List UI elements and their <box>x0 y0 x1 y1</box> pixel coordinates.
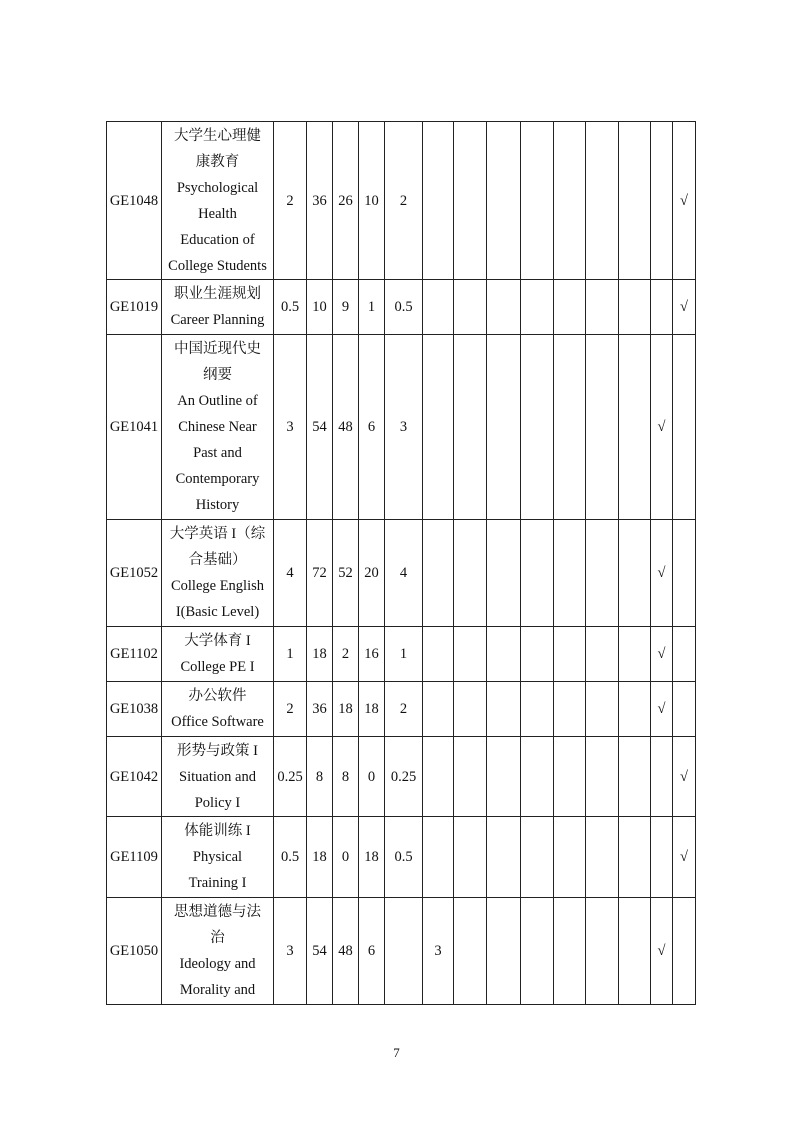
course-s1: 0.5 <box>385 817 423 898</box>
semester-cell <box>586 682 619 737</box>
semester-cell <box>487 520 521 627</box>
course-name <box>162 627 274 682</box>
course-name-line: 纲要 <box>203 367 232 383</box>
course-s2: 3 <box>423 898 454 1005</box>
course-code: GE1038 <box>107 682 162 737</box>
course-total: 36 <box>307 122 333 280</box>
course-name <box>162 817 274 898</box>
course-practice: 18 <box>359 817 385 898</box>
semester-cell <box>554 122 586 280</box>
course-name-line: I(Basic Level) <box>175 604 260 620</box>
semester-cell <box>521 817 554 898</box>
course-name <box>162 737 274 817</box>
semester-cell <box>619 520 651 627</box>
semester-cell <box>454 737 487 817</box>
course-s1: 2 <box>385 682 423 737</box>
course-name-line: 形势与政策 I <box>177 742 258 759</box>
course-table <box>106 121 696 1005</box>
course-name <box>162 520 274 627</box>
course-name-line: 思想道德与法 <box>174 904 261 920</box>
course-practice: 10 <box>359 122 385 280</box>
semester-cell <box>521 898 554 1005</box>
page-number: 7 <box>393 1045 400 1060</box>
check-mark-assessment: √ <box>673 737 696 817</box>
check-mark-assessment <box>673 682 696 737</box>
course-name-line: Education of <box>180 231 255 248</box>
course-total: 36 <box>307 682 333 737</box>
course-row <box>107 280 696 335</box>
course-name-line: 职业生涯规划 <box>174 286 261 302</box>
semester-cell <box>521 280 554 335</box>
course-name-line: Policy I <box>194 794 241 811</box>
check-mark-assessment <box>673 627 696 682</box>
course-s2 <box>423 520 454 627</box>
semester-cell <box>521 122 554 280</box>
course-name-line: Physical <box>192 849 243 865</box>
semester-cell <box>554 898 586 1005</box>
course-practice: 0 <box>359 737 385 817</box>
course-name-line: An Outline of <box>177 393 258 409</box>
semester-cell <box>619 682 651 737</box>
semester-cell <box>454 122 487 280</box>
course-s2 <box>423 682 454 737</box>
course-credit: 0.5 <box>274 817 307 898</box>
semester-cell <box>619 737 651 817</box>
semester-cell <box>454 280 487 335</box>
course-practice: 20 <box>359 520 385 627</box>
semester-cell <box>487 280 521 335</box>
semester-cell <box>554 627 586 682</box>
course-name-line: 大学英语 I（综 <box>169 526 266 542</box>
course-s1: 0.25 <box>385 737 423 817</box>
semester-cell <box>554 280 586 335</box>
course-name-line: College English <box>170 578 265 594</box>
course-name-line: History <box>195 497 240 513</box>
course-s2 <box>423 122 454 280</box>
course-name <box>162 335 274 520</box>
course-credit: 1 <box>274 627 307 682</box>
course-lecture: 0 <box>333 817 359 898</box>
semester-cell <box>619 122 651 280</box>
course-row <box>107 627 696 682</box>
course-total: 18 <box>307 817 333 898</box>
course-credit: 4 <box>274 520 307 627</box>
course-name-line: Past and <box>193 445 242 461</box>
course-name-line: 中国近现代史 <box>174 341 261 357</box>
course-name-line: Psychological <box>176 179 259 196</box>
course-s1: 4 <box>385 520 423 627</box>
course-s2 <box>423 817 454 898</box>
course-total: 54 <box>307 335 333 520</box>
semester-cell <box>586 898 619 1005</box>
course-name-line: Health <box>198 205 237 222</box>
check-mark-required <box>651 280 673 335</box>
course-code: GE1042 <box>107 737 162 817</box>
check-mark-required: √ <box>651 520 673 627</box>
course-total: 72 <box>307 520 333 627</box>
course-lecture: 2 <box>333 627 359 682</box>
check-mark-assessment: √ <box>673 280 696 335</box>
course-code: GE1050 <box>107 898 162 1005</box>
course-name-line: Training I <box>188 875 247 891</box>
course-row <box>107 520 696 627</box>
semester-cell <box>586 737 619 817</box>
course-name <box>162 898 274 1005</box>
semester-cell <box>521 335 554 520</box>
course-lecture: 52 <box>333 520 359 627</box>
semester-cell <box>554 335 586 520</box>
semester-cell <box>521 737 554 817</box>
course-row <box>107 817 696 898</box>
course-code: GE1052 <box>107 520 162 627</box>
course-practice: 6 <box>359 335 385 520</box>
course-code: GE1019 <box>107 280 162 335</box>
semester-cell <box>586 280 619 335</box>
course-s1: 3 <box>385 335 423 520</box>
course-name <box>162 280 274 335</box>
semester-cell <box>586 817 619 898</box>
semester-cell <box>454 682 487 737</box>
course-name <box>162 682 274 737</box>
semester-cell <box>454 520 487 627</box>
semester-cell <box>619 280 651 335</box>
course-name-line: 大学生心理健 <box>174 127 261 144</box>
semester-cell <box>487 627 521 682</box>
semester-cell <box>487 335 521 520</box>
course-s1: 2 <box>385 122 423 280</box>
course-code: GE1041 <box>107 335 162 520</box>
course-name-line: Career Planning <box>170 312 265 328</box>
course-name-line: 大学体育 I <box>184 633 251 649</box>
course-lecture: 9 <box>333 280 359 335</box>
semester-cell <box>487 817 521 898</box>
course-total: 10 <box>307 280 333 335</box>
semester-cell <box>454 335 487 520</box>
course-total: 54 <box>307 898 333 1005</box>
course-s1: 0.5 <box>385 280 423 335</box>
semester-cell <box>554 682 586 737</box>
course-code: GE1102 <box>107 627 162 682</box>
semester-cell <box>454 627 487 682</box>
course-lecture: 18 <box>333 682 359 737</box>
semester-cell <box>521 520 554 627</box>
course-s2 <box>423 737 454 817</box>
course-name-line: Contemporary <box>175 471 260 487</box>
course-name-line: 体能训练 I <box>184 823 251 839</box>
semester-cell <box>554 737 586 817</box>
course-code: GE1109 <box>107 817 162 898</box>
semester-cell <box>487 898 521 1005</box>
semester-cell <box>619 898 651 1005</box>
course-practice: 6 <box>359 898 385 1005</box>
course-s2 <box>423 335 454 520</box>
course-name-line: Ideology and <box>179 956 256 972</box>
course-lecture: 8 <box>333 737 359 817</box>
semester-cell <box>521 627 554 682</box>
course-name <box>162 122 274 280</box>
course-name-line: 治 <box>210 930 225 946</box>
course-name-line: College Students <box>168 257 267 274</box>
check-mark-required: √ <box>651 335 673 520</box>
check-mark-required: √ <box>651 682 673 737</box>
semester-cell <box>586 520 619 627</box>
course-row <box>107 335 696 520</box>
course-practice: 1 <box>359 280 385 335</box>
course-name-line: 康教育 <box>195 153 240 170</box>
check-mark-required <box>651 737 673 817</box>
check-mark-assessment <box>673 520 696 627</box>
course-total: 8 <box>307 737 333 817</box>
check-mark-assessment: √ <box>673 817 696 898</box>
course-lecture: 26 <box>333 122 359 280</box>
course-credit: 2 <box>274 122 307 280</box>
course-name-line: 办公软件 <box>188 688 247 704</box>
semester-cell <box>586 627 619 682</box>
course-row <box>107 682 696 737</box>
course-credit: 0.25 <box>274 737 307 817</box>
course-practice: 18 <box>359 682 385 737</box>
course-name-line: Office Software <box>171 714 264 730</box>
check-mark-required: √ <box>651 898 673 1005</box>
semester-cell <box>487 737 521 817</box>
course-name-line: College PE I <box>180 659 255 675</box>
semester-cell <box>619 627 651 682</box>
course-lecture: 48 <box>333 898 359 1005</box>
semester-cell <box>554 520 586 627</box>
course-s1 <box>385 898 423 1005</box>
course-name-line: Situation and <box>179 768 256 785</box>
check-mark-required <box>651 122 673 280</box>
course-total: 18 <box>307 627 333 682</box>
course-credit: 2 <box>274 682 307 737</box>
semester-cell <box>487 682 521 737</box>
check-mark-assessment <box>673 335 696 520</box>
course-s2 <box>423 280 454 335</box>
course-practice: 16 <box>359 627 385 682</box>
course-lecture: 48 <box>333 335 359 520</box>
course-row <box>107 122 696 280</box>
semester-cell <box>521 682 554 737</box>
course-row <box>107 737 696 817</box>
course-credit: 0.5 <box>274 280 307 335</box>
course-name-line: 合基础） <box>188 552 247 568</box>
course-code: GE1048 <box>107 122 162 280</box>
course-name-line: Morality and <box>179 982 256 998</box>
check-mark-required <box>651 817 673 898</box>
semester-cell <box>619 335 651 520</box>
check-mark-required: √ <box>651 627 673 682</box>
semester-cell <box>454 817 487 898</box>
semester-cell <box>586 122 619 280</box>
course-s2 <box>423 627 454 682</box>
semester-cell <box>619 817 651 898</box>
course-s1: 1 <box>385 627 423 682</box>
course-credit: 3 <box>274 335 307 520</box>
course-name-line: Chinese Near <box>178 419 257 435</box>
semester-cell <box>487 122 521 280</box>
course-credit: 3 <box>274 898 307 1005</box>
semester-cell <box>586 335 619 520</box>
semester-cell <box>454 898 487 1005</box>
check-mark-assessment <box>673 898 696 1005</box>
semester-cell <box>554 817 586 898</box>
check-mark-assessment: √ <box>673 122 696 280</box>
course-row <box>107 898 696 1005</box>
